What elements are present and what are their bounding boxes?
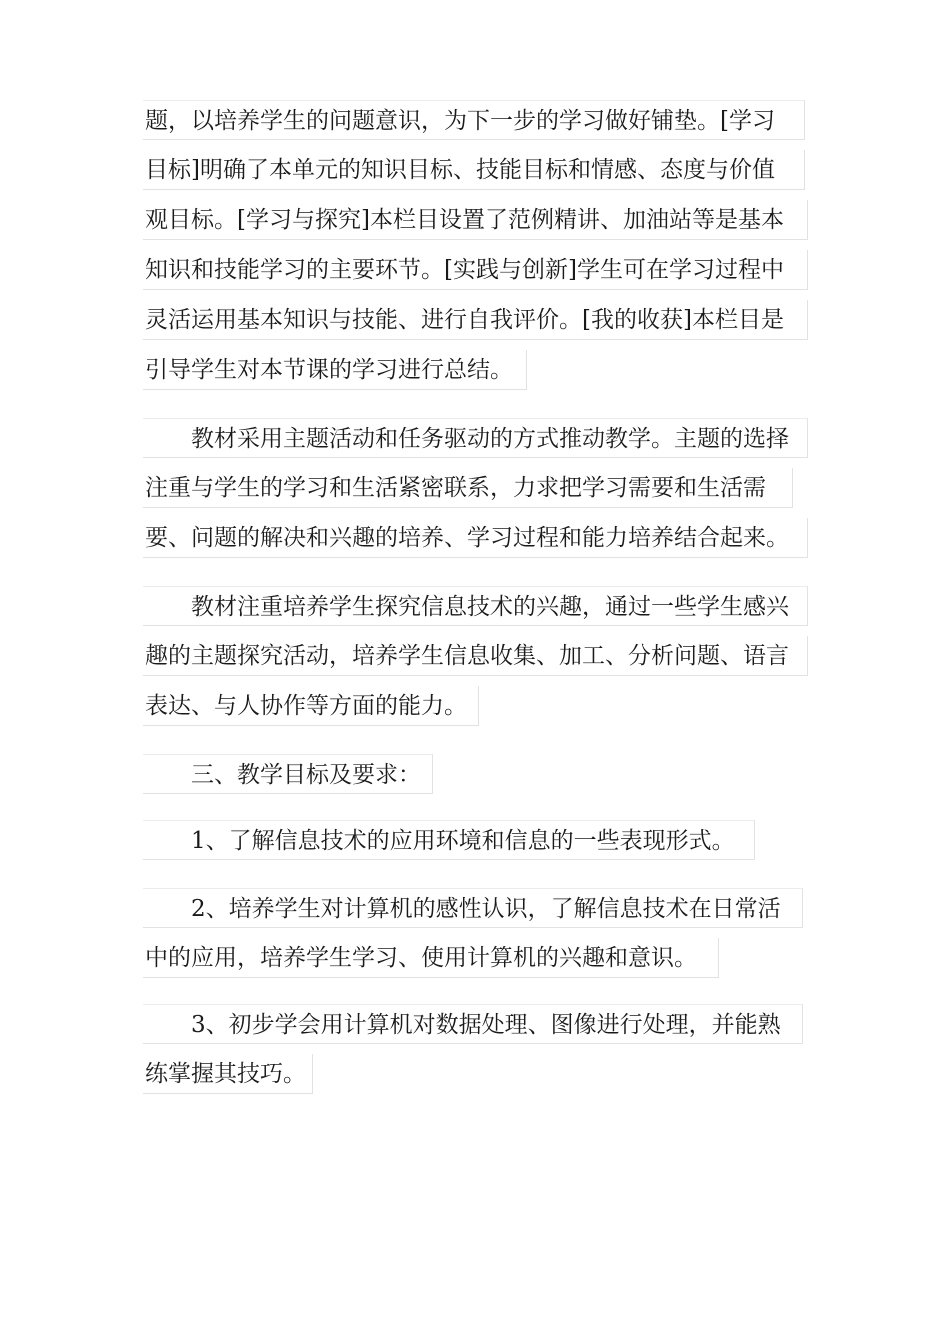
text-line: 教材注重培养学生探究信息技术的兴趣，通过一些学生感兴	[143, 586, 808, 626]
text-line: 观目标。[学习与探究]本栏目设置了范例精讲、加油站等是基本	[143, 200, 808, 240]
heading-line: 三、教学目标及要求：	[143, 754, 433, 794]
text-line: 趣的主题探究活动，培养学生信息收集、加工、分析问题、语言	[143, 636, 808, 676]
text-line: 3、初步学会用计算机对数据处理、图像进行处理，并能熟	[143, 1004, 803, 1044]
text-line: 目标]明确了本单元的知识目标、技能目标和情感、态度与价值	[143, 150, 805, 190]
text-line: 表达、与人协作等方面的能力。	[143, 686, 479, 726]
text-line: 要、问题的解决和兴趣的培养、学习过程和能力培养结合起来。	[143, 518, 808, 558]
text-line: 灵活运用基本知识与技能、进行自我评价。[我的收获]本栏目是	[143, 300, 808, 340]
text-line: 注重与学生的学习和生活紧密联系，力求把学习需要和生活需	[143, 468, 793, 508]
text-line: 2、培养学生对计算机的感性认识，了解信息技术在日常活	[143, 888, 803, 928]
text-line: 1、了解信息技术的应用环境和信息的一些表现形式。	[143, 820, 755, 860]
text-line: 教材采用主题活动和任务驱动的方式推动教学。主题的选择	[143, 418, 808, 458]
text-line: 引导学生对本节课的学习进行总结。	[143, 350, 527, 390]
text-line: 练掌握其技巧。	[143, 1054, 313, 1094]
text-line: 题，以培养学生的问题意识，为下一步的学习做好铺垫。[学习	[143, 100, 805, 140]
text-line: 知识和技能学习的主要环节。[实践与创新]学生可在学习过程中	[143, 250, 808, 290]
text-line: 中的应用，培养学生学习、使用计算机的兴趣和意识。	[143, 938, 719, 978]
